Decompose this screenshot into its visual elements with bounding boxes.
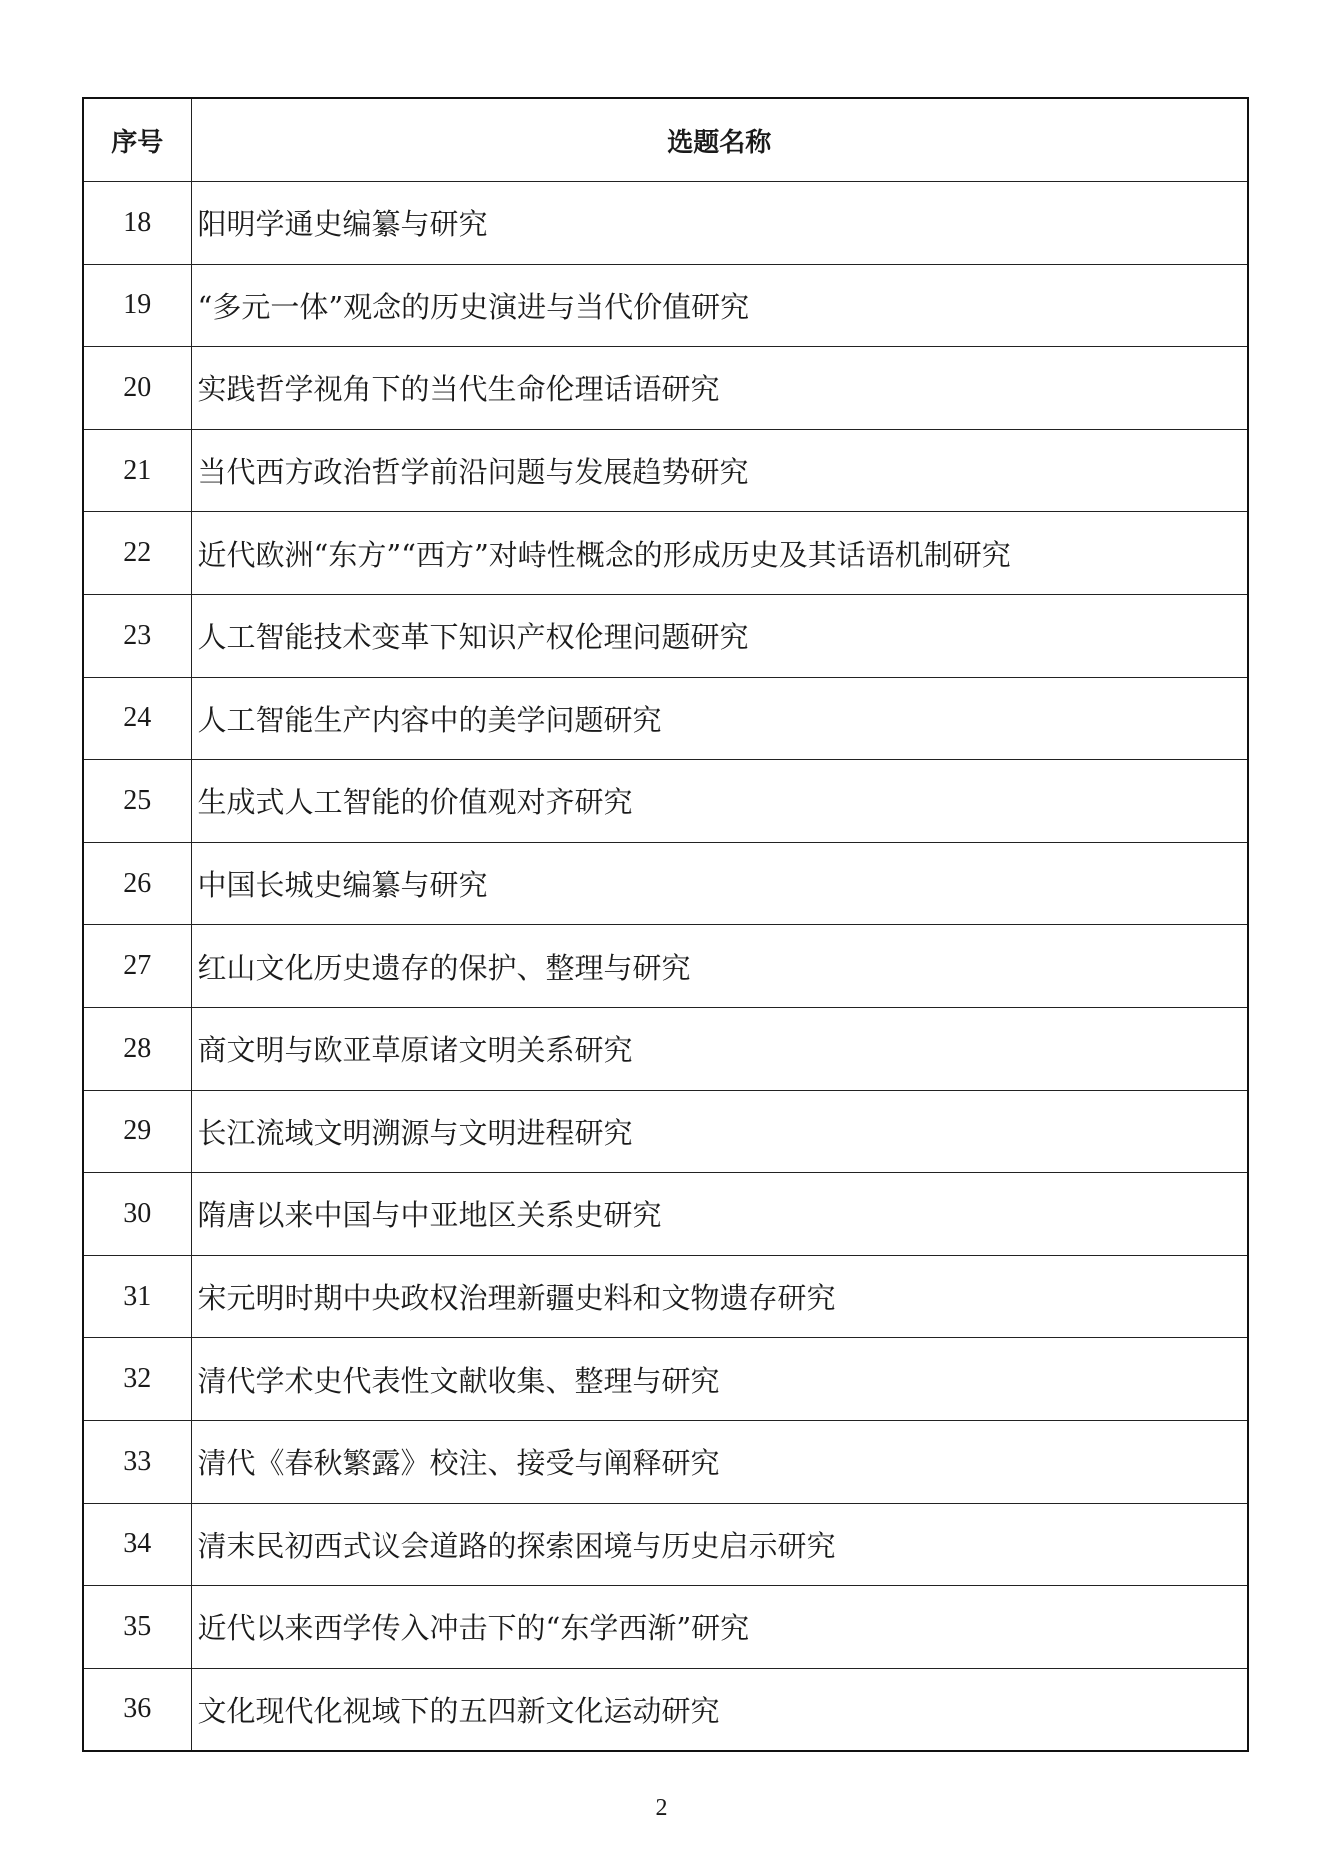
topic-name-cell: 长江流域文明溯源与文明进程研究 [191,1090,1248,1173]
serial-number-cell: 27 [83,925,191,1008]
topic-name-cell: 近代以来西学传入冲击下的“东学西渐”研究 [191,1586,1248,1669]
topics-table [82,97,1249,1752]
topic-name-cell: 文化现代化视域下的五四新文化运动研究 [191,1668,1248,1751]
table-row [83,842,1248,925]
topic-name-cell: 中国长城史编纂与研究 [191,842,1248,925]
serial-number-cell: 25 [83,760,191,843]
table-row [83,1090,1248,1173]
table-row [83,264,1248,347]
header-serial-number: 序号 [83,98,191,182]
topic-name-cell: 红山文化历史遗存的保护、整理与研究 [191,925,1248,1008]
table-row [83,1668,1248,1751]
serial-number-cell: 33 [83,1420,191,1503]
serial-number-cell: 30 [83,1173,191,1256]
topic-name-cell: 清代学术史代表性文献收集、整理与研究 [191,1338,1248,1421]
table-row [83,1338,1248,1421]
header-row [83,98,1248,182]
table-row [83,1586,1248,1669]
table-row [83,1503,1248,1586]
serial-number-cell: 23 [83,594,191,677]
table-row [83,429,1248,512]
topic-name-cell: 实践哲学视角下的当代生命伦理话语研究 [191,347,1248,430]
topic-name-cell: 宋元明时期中央政权治理新疆史料和文物遗存研究 [191,1255,1248,1338]
serial-number-cell: 19 [83,264,191,347]
serial-number-cell: 20 [83,347,191,430]
table-row [83,677,1248,760]
serial-number-cell: 26 [83,842,191,925]
table-row [83,1173,1248,1256]
topic-name-cell: “多元一体”观念的历史演进与当代价值研究 [191,264,1248,347]
topic-name-cell: 清代《春秋繁露》校注、接受与阐释研究 [191,1420,1248,1503]
serial-number-cell: 35 [83,1586,191,1669]
topic-name-cell: 清末民初西式议会道路的探索困境与历史启示研究 [191,1503,1248,1586]
topic-name-cell: 人工智能生产内容中的美学问题研究 [191,677,1248,760]
serial-number-cell: 36 [83,1668,191,1751]
topic-name-cell: 当代西方政治哲学前沿问题与发展趋势研究 [191,429,1248,512]
serial-number-cell: 21 [83,429,191,512]
table-row [83,1007,1248,1090]
table-row [83,1420,1248,1503]
table-row [83,594,1248,677]
topic-name-cell: 生成式人工智能的价值观对齐研究 [191,760,1248,843]
topic-name-cell: 隋唐以来中国与中亚地区关系史研究 [191,1173,1248,1256]
topic-name-cell: 阳明学通史编纂与研究 [191,182,1248,265]
table-header [83,98,1248,182]
serial-number-cell: 29 [83,1090,191,1173]
serial-number-cell: 18 [83,182,191,265]
serial-number-cell: 31 [83,1255,191,1338]
table-row [83,925,1248,1008]
topic-name-cell: 人工智能技术变革下知识产权伦理问题研究 [191,594,1248,677]
topic-name-cell: 商文明与欧亚草原诸文明关系研究 [191,1007,1248,1090]
header-topic-name: 选题名称 [191,98,1248,182]
serial-number-cell: 22 [83,512,191,595]
table-row [83,347,1248,430]
table-body [83,182,1248,1752]
table-row [83,1255,1248,1338]
table-row [83,512,1248,595]
table-row [83,760,1248,843]
serial-number-cell: 24 [83,677,191,760]
serial-number-cell: 32 [83,1338,191,1421]
serial-number-cell: 34 [83,1503,191,1586]
topic-name-cell: 近代欧洲“东方”“西方”对峙性概念的形成历史及其话语机制研究 [191,512,1248,595]
page-number: 2 [655,1795,668,1821]
table-row [83,182,1248,265]
serial-number-cell: 28 [83,1007,191,1090]
